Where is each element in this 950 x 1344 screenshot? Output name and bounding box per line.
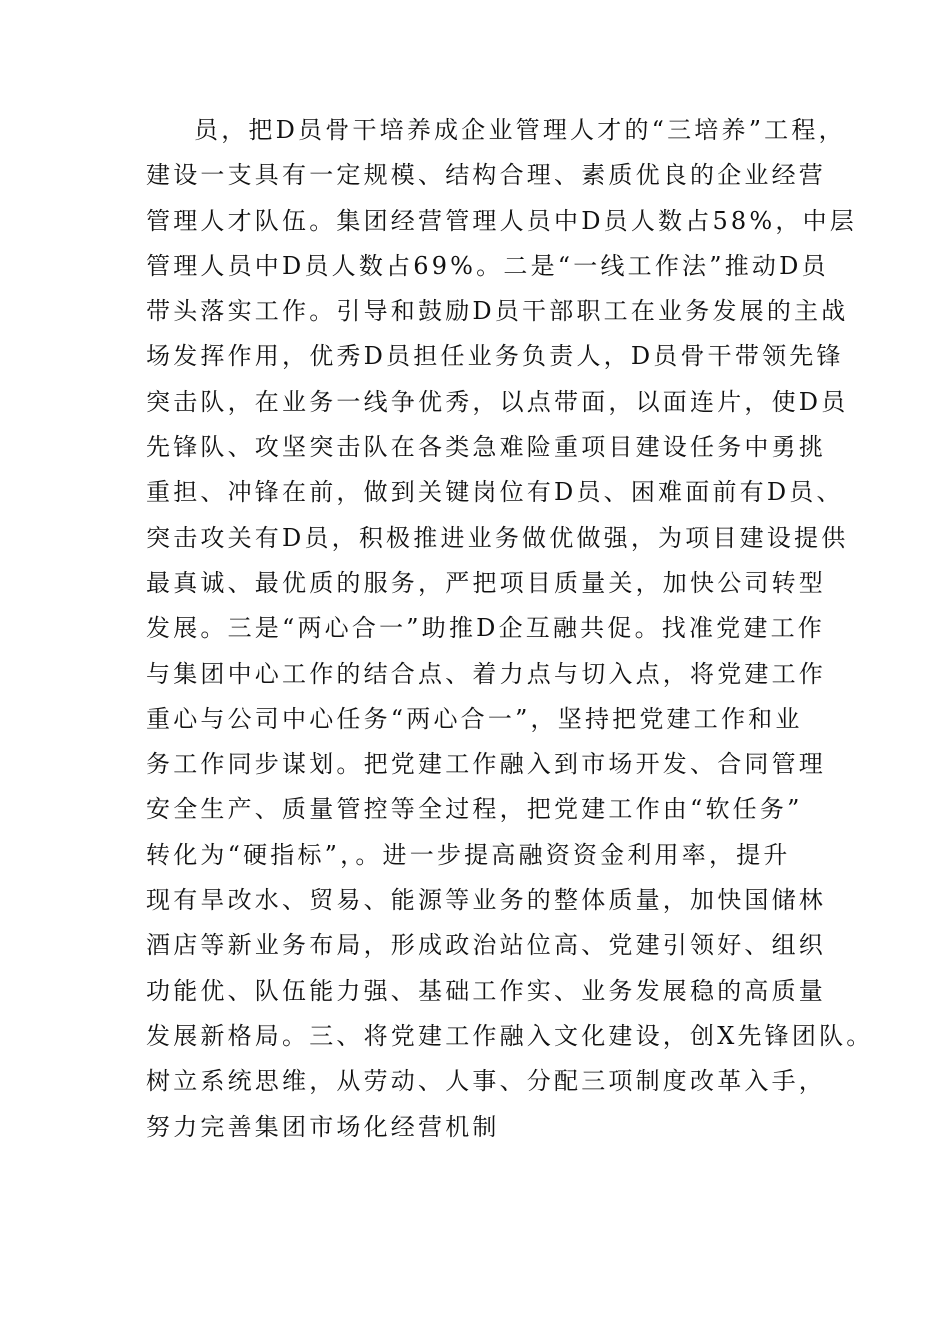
text-line-21: 发展新格局。三、将党建工作融入文化建设，创X先锋团队。 [146,1021,874,1050]
text-line-16: 安全生产、质量管控等全过程，把党建工作由“软任务” [146,795,803,824]
text-line-13: 与集团中心工作的结合点、着力点与切入点，将党建工作 [146,659,826,688]
text-line-4: 管理人员中D员人数占69%。二是“一线工作法”推动D员 [146,251,829,280]
text-line-6: 场发挥作用，优秀D员担任业务负责人，D员骨干带领先锋 [146,342,844,371]
body-text [146,108,874,1150]
text-line-5: 带头落实工作。引导和鼓励D员干部职工在业务发展的主战 [146,297,849,326]
text-line-1: 员，把D员骨干培养成企业管理人才的“三培养”工程， [194,116,846,144]
text-line-22: 树立系统思维，从劳动、人事、分配三项制度改革入手， [146,1067,826,1096]
text-line-18: 现有旱改水、贸易、能源等业务的整体质量，加快国储林 [146,886,826,915]
text-line-11: 最真诚、最优质的服务，严把项目质量关，加快公司转型 [146,568,826,597]
text-line-10: 突击攻关有D员，积极推进业务做优做强，为项目建设提供 [146,523,849,552]
text-line-7: 突击队，在业务一线争优秀，以点带面，以面连片，使D员 [146,387,849,416]
text-line-8: 先锋队、攻坚突击队在各类急难险重项目建设任务中勇挑 [146,433,826,462]
text-line-3: 管理人才队伍。集团经营管理人员中D员人数占58%，中层 [146,206,857,235]
text-line-9: 重担、冲锋在前，做到关键岗位有D员、困难面前有D员、 [146,478,844,507]
text-line-15: 务工作同步谋划。把党建工作融入到市场开发、合同管理 [146,750,826,779]
text-line-12: 发展。三是“两心合一”助推D企互融共促。找准党建工作 [146,614,825,643]
text-line-14: 重心与公司中心任务“两心合一”，坚持把党建工作和业 [146,704,803,733]
text-line-19: 酒店等新业务布局，形成政治站位高、党建引领好、组织 [146,931,826,960]
text-line-2: 建设一支具有一定规模、结构合理、素质优良的企业经营 [146,161,826,190]
text-line-17: 转化为“硬指标”，。进一步提高融资资金利用率，提升 [146,840,791,869]
text-line-23: 努力完善集团市场化经营机制 [146,1112,500,1141]
text-line-20: 功能优、队伍能力强、基础工作实、业务发展稳的高质量 [146,976,826,1005]
